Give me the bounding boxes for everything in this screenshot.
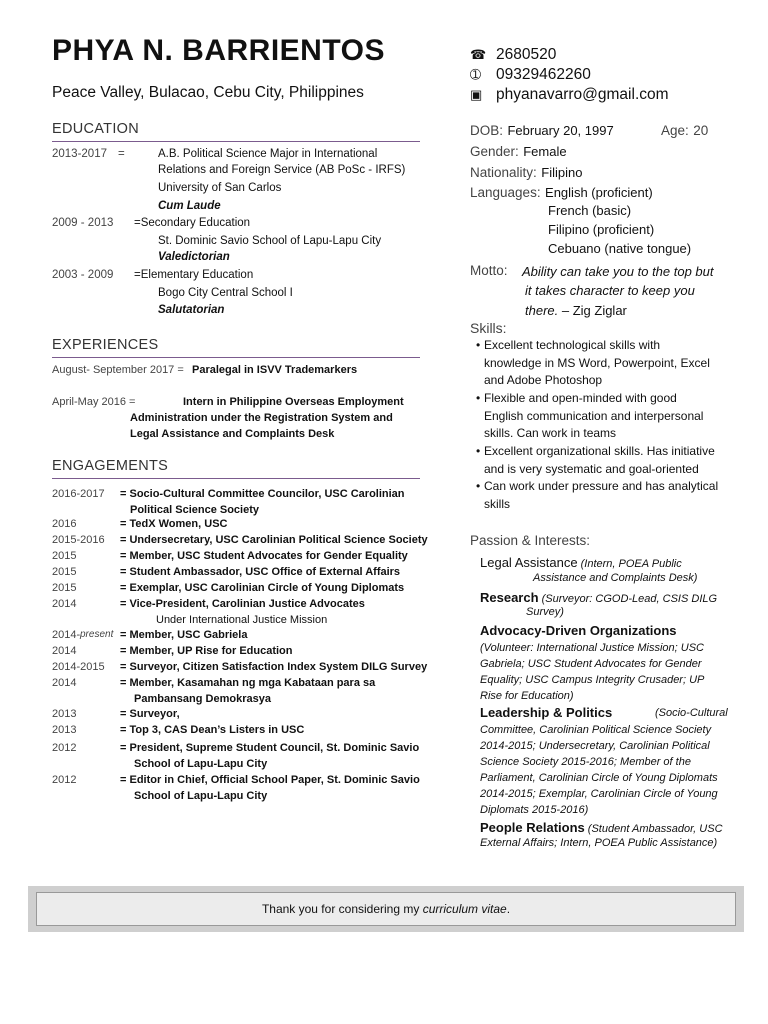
language-3: Filipino (proficient) — [548, 222, 655, 237]
engagement-date: 2016-2017 — [52, 488, 105, 500]
passion-advocacy-label: Advocacy-Driven Organizations — [480, 623, 677, 638]
passion-advocacy-line-4: Rise for Education) — [480, 690, 574, 702]
passion-research — [480, 589, 717, 607]
education-level-2: =Secondary Education — [134, 217, 251, 229]
experiences-divider — [52, 357, 420, 358]
passion-leadership-line-1: Committee, Carolinian Political Science Society — [480, 724, 712, 736]
engagement-date: 2014- — [52, 629, 81, 641]
engagement-text: = Top 3, CAS Dean’s Listers in USC — [120, 724, 305, 736]
skill-line: Excellent technological skills with — [484, 338, 661, 352]
mobile-row — [470, 66, 591, 84]
nationality-value: Filipino — [541, 165, 583, 180]
engagement-date: 2014-2015 — [52, 661, 105, 673]
gender-label: Gender: — [470, 144, 519, 159]
passion-leadership-line-2: 2014-2015; Undersecretary, Carolinian Political — [480, 740, 710, 752]
passion-leadership-line-5: 2014-2015; Exemplar, Carolinian Circle of Young — [480, 788, 718, 800]
telephone-icon: ☎ — [470, 47, 487, 62]
gender-value: Female — [523, 144, 567, 159]
experience-text-1: Paralegal in ISVV Trademarkers — [192, 364, 358, 376]
engagement-text-continued: School of Lapu-Lapu City — [134, 790, 268, 802]
education-school-3: Bogo City Central School I — [158, 287, 293, 299]
engagement-text-continued: Under International Justice Mission — [156, 614, 328, 626]
engagement-text: = Editor in Chief, Official School Paper, St. Dominic Savio — [120, 774, 420, 786]
education-level-3: =Elementary Education — [134, 269, 254, 281]
engagement-date: 2012 — [52, 774, 77, 786]
passion-advocacy-line-1: (Volunteer: International Justice Mission; USC — [480, 642, 704, 654]
education-date-3: 2003 - 2009 — [52, 269, 114, 281]
email-row — [470, 86, 669, 104]
language-1: English (proficient) — [545, 185, 653, 200]
passion-research-label: Research — [480, 590, 539, 605]
email-address: phyanavarro@gmail.com — [496, 86, 669, 103]
passion-research-detail: (Surveyor: CGOD-Lead, CSIS DILG — [538, 593, 718, 605]
education-degree-line2: Relations and Foreign Service (AB PoSc - IRFS) — [158, 164, 406, 176]
education-school-2: St. Dominic Savio School of Lapu-Lapu City — [158, 235, 382, 247]
passion-people-detail-2: External Affairs; Intern, POEA Public Assistance) — [480, 837, 718, 849]
passion-legal-detail-2: Assistance and Complaints Desk) — [533, 572, 698, 584]
experience-text-2-line2: Administration under the Registration System and — [130, 412, 393, 424]
passion-people — [480, 819, 723, 837]
passion-heading: Passion & Interests: — [470, 533, 591, 548]
education-date-2: 2009 - 2013 — [52, 217, 114, 229]
skill-line: English communication and interpersonal — [484, 408, 704, 423]
experiences-heading: EXPERIENCES — [52, 337, 159, 353]
engagement-text: = Surveyor, — [120, 708, 180, 720]
bullet-icon: • — [476, 444, 481, 458]
engagement-text: = President, Supreme Student Council, St. Dominic Savio — [120, 742, 420, 754]
engagement-text: = Member, Kasamahan ng mga Kabataan para sa — [120, 677, 376, 689]
skill-line: and is very systematic and goal-oriented — [484, 461, 699, 476]
bullet-icon: • — [476, 338, 481, 352]
education-date-1: 2013-2017 — [52, 148, 107, 160]
skill-line: skills. Can work in teams — [484, 426, 617, 440]
motto-author: – Zig Ziglar — [558, 303, 627, 318]
language-4: Cebuano (native tongue) — [548, 241, 692, 256]
passion-legal-detail: (Intern, POEA Public — [577, 558, 682, 570]
engagement-text: = Exemplar, USC Carolinian Circle of Young Diplomats — [120, 582, 405, 594]
engagement-text: = Socio-Cultural Committee Councilor, USC Carolinian — [120, 488, 405, 500]
language-2: French (basic) — [548, 203, 632, 218]
experience-date-2: April-May 2016 = — [52, 396, 136, 408]
passion-leadership-line-6: Diplomats 2015-2016) — [480, 804, 589, 816]
phone-number: 2680520 — [496, 46, 557, 63]
motto-end: there. — [525, 303, 559, 318]
engagement-text: = Vice-President, Carolinian Justice Advocates — [120, 598, 365, 610]
passion-people-label: People Relations — [480, 820, 585, 835]
engagement-date: 2015 — [52, 582, 77, 594]
skill-line: Flexible and open-minded with good — [484, 391, 677, 405]
passion-legal — [480, 554, 682, 572]
gender-row — [470, 143, 567, 161]
engagement-date: 2012 — [52, 742, 77, 754]
motto-label: Motto: — [470, 263, 508, 278]
age-label: Age: — [661, 123, 689, 138]
skill-line: skills — [484, 496, 510, 511]
engagement-text: = Member, USC Student Advocates for Gender Equality — [120, 550, 408, 562]
engagement-date: 2016 — [52, 518, 77, 530]
passion-research-detail-2: Survey) — [526, 606, 564, 618]
engagement-text: = Student Ambassador, USC Office of External Affairs — [120, 566, 401, 578]
engagement-date: 2015 — [52, 566, 77, 578]
engagement-date: 2015-2016 — [52, 534, 105, 546]
education-divider — [52, 141, 420, 142]
bullet-icon: • — [476, 479, 481, 493]
engagement-date: 2014 — [52, 677, 77, 689]
footer-period: . — [506, 902, 511, 916]
education-honor-1: Cum Laude — [158, 200, 221, 212]
phone-row — [470, 46, 556, 64]
age-row — [661, 122, 708, 140]
motto-line-2: it takes character to keep you — [525, 283, 695, 298]
address: Peace Valley, Bulacao, Cebu City, Philippines — [52, 84, 364, 101]
passion-legal-label: Legal Assistance — [480, 555, 578, 570]
languages-row — [470, 184, 653, 202]
mobile-number: 09329462260 — [496, 66, 591, 83]
passion-people-detail: (Student Ambassador, USC — [584, 823, 723, 835]
engagement-date: 2014 — [52, 598, 77, 610]
passion-leadership-label: Leadership & Politics — [480, 705, 613, 720]
age-value: 20 — [693, 123, 709, 138]
engagement-date: 2015 — [52, 550, 77, 562]
languages-label: Languages: — [470, 185, 541, 200]
skill-line: and Adobe Photoshop — [484, 373, 603, 387]
engagements-divider — [52, 478, 420, 479]
passion-leadership-line-4: Parliament, Carolinian Circle of Young Diplomats — [480, 772, 718, 784]
experience-text-2-line3: Legal Assistance and Complaints Desk — [130, 428, 335, 440]
engagement-date: 2013 — [52, 708, 77, 720]
computer-icon: ▣ — [470, 87, 483, 102]
education-eq-1: = — [118, 148, 125, 160]
engagement-text: = Undersecretary, USC Carolinian Political Science Society — [120, 534, 428, 546]
skill-line: Can work under pressure and has analytical — [484, 479, 719, 493]
engagement-text-continued: School of Lapu-Lapu City — [134, 758, 268, 770]
education-honor-3: Salutatorian — [158, 304, 225, 316]
footer-text: Thank you for considering my — [261, 902, 423, 916]
passion-leadership-detail: (Socio-Cultural — [655, 707, 728, 719]
passion-leadership-line-3: Science Society 2015-2016; Member of the — [480, 756, 691, 768]
engagements-heading: ENGAGEMENTS — [52, 458, 169, 474]
passion-advocacy-line-3: Equality; USC Campus Integrity Crusader; UP — [480, 674, 705, 686]
dob-label: DOB: — [470, 123, 504, 138]
footer-box — [28, 886, 744, 932]
education-honor-2: Valedictorian — [158, 251, 230, 263]
passion-advocacy-line-2: Gabriela; USC Student Advocates for Gender — [480, 658, 702, 670]
footer-cv: curriculum vitae — [422, 902, 507, 916]
mobile-icon: ➀ — [470, 67, 481, 82]
education-degree-line1: A.B. Political Science Major in International — [158, 148, 378, 160]
dob-value: February 20, 1997 — [507, 123, 614, 138]
education-heading: EDUCATION — [52, 121, 140, 137]
skill-line: Excellent organizational skills. Has initiative — [484, 444, 715, 458]
dob-row — [470, 122, 614, 140]
nationality-row — [470, 164, 582, 182]
engagement-text: = Member, USC Gabriela — [120, 629, 248, 641]
experience-date-1: August- September 2017 = — [52, 364, 184, 376]
skills-heading: Skills: — [470, 320, 507, 336]
applicant-name: PHYA N. BARRIENTOS — [52, 34, 385, 67]
engagement-text: = TedX Women, USC — [120, 518, 228, 530]
motto-line-3 — [525, 302, 627, 320]
engagement-date-suffix: present — [80, 629, 114, 640]
engagement-date: 2013 — [52, 724, 77, 736]
nationality-label: Nationality: — [470, 165, 537, 180]
education-school-1: University of San Carlos — [158, 182, 282, 194]
motto-line-1: Ability can take you to the top but — [522, 264, 714, 279]
experience-text-2-line1: Intern in Philippine Overseas Employment — [183, 396, 404, 408]
engagement-text: = Member, UP Rise for Education — [120, 645, 293, 657]
engagement-text-continued: Political Science Society — [130, 504, 260, 516]
skill-line: knowledge in MS Word, Powerpoint, Excel — [484, 355, 710, 370]
footer-message — [36, 892, 736, 926]
engagement-text-continued: Pambansang Demokrasya — [134, 693, 271, 705]
engagement-text: = Surveyor, Citizen Satisfaction Index System DILG Survey — [120, 661, 428, 673]
engagement-date: 2014 — [52, 645, 77, 657]
bullet-icon: • — [476, 391, 481, 405]
